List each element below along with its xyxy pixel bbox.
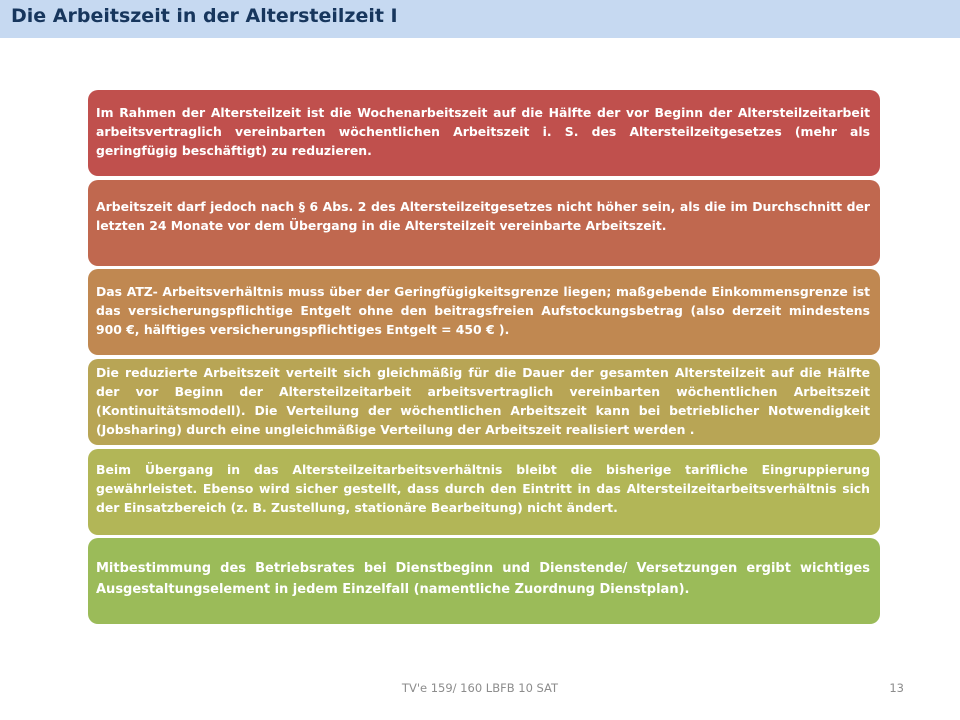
page-number: 13 [889,681,904,695]
content-box-1: Im Rahmen der Altersteilzeit ist die Wochenarbeitszeit auf die Hälfte der vor Beginn der Altersteilzeitarbeit arbeitsvertraglich vereinbarten wöchentlichen Arbeitszeit i. S. des Altersteilzeitgesetzes (mehr als geringfügig beschäftigt) zu reduzieren. [88,90,880,176]
content-box-2: Arbeitszeit darf jedoch nach § 6 Abs. 2 des Altersteilzeitgesetzes nicht höher sein, als die im Durchschnitt der letzten 24 Monate vor dem Übergang in die Altersteilzeit vereinbarte Arbeitszeit. [88,180,880,266]
footer-text: TV'e 159/ 160 LBFB 10 SAT [401,681,559,695]
content-box-4: Die reduzierte Arbeitszeit verteilt sich gleichmäßig für die Dauer der gesamten Altersteilzeit auf die Hälfte der vor Beginn der Altersteilzeitarbeit arbeitsvertraglich vereinbarten wöchentlichen Arbeitszeit (Kontinuitätsmodell). Die Verteilung der wöchentlichen Arbeitszeit kann bei betrieblicher Notwendigkeit (Jobsharing) durch eine ungleichmäßige Verteilung der Arbeitszeit realisiert werden . [88,359,880,445]
content-box-5: Beim Übergang in das Altersteilzeitarbeitsverhältnis bleibt die bisherige tarifliche Eingruppierung gewährleistet. Ebenso wird sicher gestellt, dass durch den Eintritt in das Altersteilzeitarbeitsverhältnis sich der Einsatzbereich (z. B. Zustellung, stationäre Bearbeitung) nicht ändert. [88,449,880,535]
title-bar [0,0,960,38]
slide-title: Die Arbeitszeit in der Altersteilzeit I [11,5,398,27]
content-box-6: Mitbestimmung des Betriebsrates bei Dienstbeginn und Dienstende/ Versetzungen ergibt wichtiges Ausgestaltungselement in jedem Einzelfall (namentliche Zuordnung Dienstplan). [88,538,880,624]
content-box-3: Das ATZ- Arbeitsverhältnis muss über der Geringfügigkeitsgrenze liegen; maßgebende Einkommensgrenze ist das versicherungspflichtige Entgelt ohne den beitragsfreien Aufstockungsbetrag (also derzeit mindestens 900 €, hälftiges versicherungspflichtiges Entgelt = 450 € ). [88,269,880,355]
